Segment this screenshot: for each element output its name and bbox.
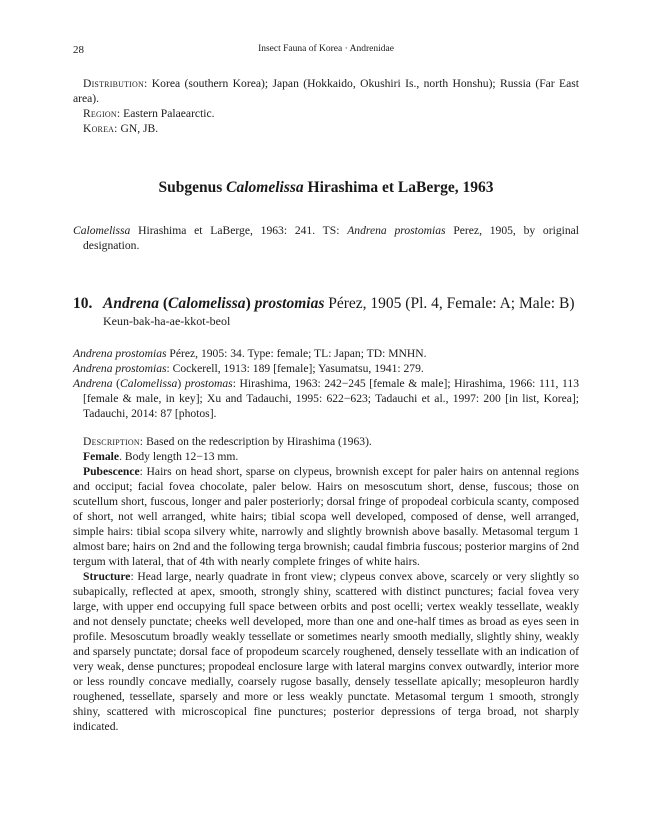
synonymy-entry [73,376,579,421]
description-intro [73,434,579,449]
synonymy-text: : Cockerell, 1913: 189 [female]; Yasumatsu, 1941: 279. [166,362,424,375]
region-paragraph [73,106,579,121]
description-block [73,434,579,734]
female-paragraph [73,449,579,464]
synonymy-subgenus: Calomelissa [119,377,178,390]
subgenus-prefix: Subgenus [158,179,227,196]
female-label: Female [83,450,120,463]
page-header [73,44,579,58]
synonymy-genus: Andrena [73,377,113,390]
species-open-paren: ( [159,295,169,312]
subgenus-suffix: Hirashima et LaBerge, 1963 [303,179,494,196]
species-authority: Pérez, 1905 (Pl. 4, Female: A; Male: B) [324,295,575,312]
page-number: 28 [73,44,84,56]
subgenus-ref-type-species: Andrena prostomias [347,224,446,237]
distribution-label: Distribution: [83,77,148,90]
subgenus-name: Calomelissa [226,179,304,196]
subgenus-ref-text-1: Hirashima et LaBerge, 1963: 241. TS: [130,224,348,237]
synonymy-paren-close: ) [177,377,185,390]
species-genus: Andrena [103,295,159,312]
synonymy-epithet: prostomas [184,377,233,390]
species-close-paren: ) [245,295,255,312]
subgenus-reference-block [73,223,579,253]
running-head: Insect Fauna of Korea · Andrenidae [258,44,394,54]
korea-paragraph [73,121,579,136]
korean-common-name: Keun-bak-ha-ae-kkot-beol [103,314,231,328]
subgenus-reference [73,223,579,253]
species-epithet: prostomias [254,295,325,312]
synonymy-entry [73,361,579,376]
subgenus-heading [73,179,579,197]
distribution-text: Korea (southern Korea); Japan (Hokkaido, Okushiri Is., north Honshu); Russia (Far East area). [73,77,579,105]
pubescence-text: : Hairs on head short, sparse on clypeus, brownish except for paler hairs on antennal regions and occiput; facial fovea chocolate, paler below. Hairs on mesoscutum short, dense, fuscous; those on scutellum short, fuscous, longer and paler posteriorly; dorsal fringe of propodeal corbicula scanty, composed of short, not well arranged, white hairs; tibial scopa well developed, composed of dense, well arranged, simple hairs: tibial scopa silvery white, narrowly and slightly brownish above basally. Metasomal tergum 1 almost bare; hairs on 2nd and the following terga brownish; caudal fimbria fuscous; posterior margins of 2nd tergum with lateral, that of 4th with nearly complete fringes of white hairs. [73,465,579,568]
synonymy-text: Pérez, 1905: 34. Type: female; TL: Japan; TD: MNHN. [166,347,427,360]
region-label: Region: [83,107,121,120]
species-heading [73,294,575,330]
distribution-paragraph [73,76,579,106]
distribution-block [73,76,579,136]
korea-text: GN, JB. [117,122,159,135]
female-text: . Body length 12−13 mm. [119,450,239,463]
structure-paragraph [73,569,579,734]
structure-text: : Head large, nearly quadrate in front view; clypeus convex above, scarcely or very slightly so subapically, reflected at apex, smooth, strongly shiny, scattered with distinct punctures; facial fovea very large, with upper end occupying full space between orbits and post ocelli; vertex weakly tessellate, weakly and not densely punctate; cheeks well developed, more than one and one-half times as broad as eyes seen in profile. Mesoscutum broadly weakly tessellate or sometimes nearly smooth medially, slightly shiny, weakly and sparsely punctate; dorsal face of propodeum scarcely roughened, densely tessellate with an indication of very weak, dense punctures; propodeal enclosure large with lateral margins convex outwardly, interior more or less roundly concave medially, coarsely rugose basally, densely tessellate apically; mesopleuron hardly roughened, tessellate, sparsely and more or less weakly punctate. Metasomal tergum 1 smooth, strongly shiny, scattered with microscopical fine punctures; posterior depressions of terga broad, not sharply indicated. [73,570,579,733]
description-intro-text: Based on the redescription by Hirashima (1963). [143,435,372,448]
korea-label: Korea: [83,122,118,135]
pubescence-paragraph [73,464,579,569]
synonymy-block [73,346,579,421]
synonymy-text: : Hirashima, 1963: 242−245 [female & male]; Hirashima, 1966: 111, 113 [female & male, in key]; Xu and Tadauchi, 1995: 622−623; Tadauchi et al., 1997: 200 [in list, Korea]; Tadauchi, 2014: 87 [photos]. [83,377,579,420]
species-number: 10. [73,295,93,312]
synonymy-name: Andrena prostomias [73,347,167,360]
synonymy-paren-open: ( [112,377,120,390]
description-label: Description: [83,435,144,448]
species-subgenus: Calomelissa [168,295,246,312]
subgenus-ref-genus: Calomelissa [73,224,131,237]
region-text: Eastern Palaearctic. [120,107,215,120]
subgenus-ref-text-2: Perez, 1905, by original designation. [83,224,579,252]
synonymy-name: Andrena prostomias [73,362,167,375]
structure-label: Structure [83,570,131,583]
pubescence-label: Pubescence [83,465,140,478]
synonymy-entry [73,346,579,361]
